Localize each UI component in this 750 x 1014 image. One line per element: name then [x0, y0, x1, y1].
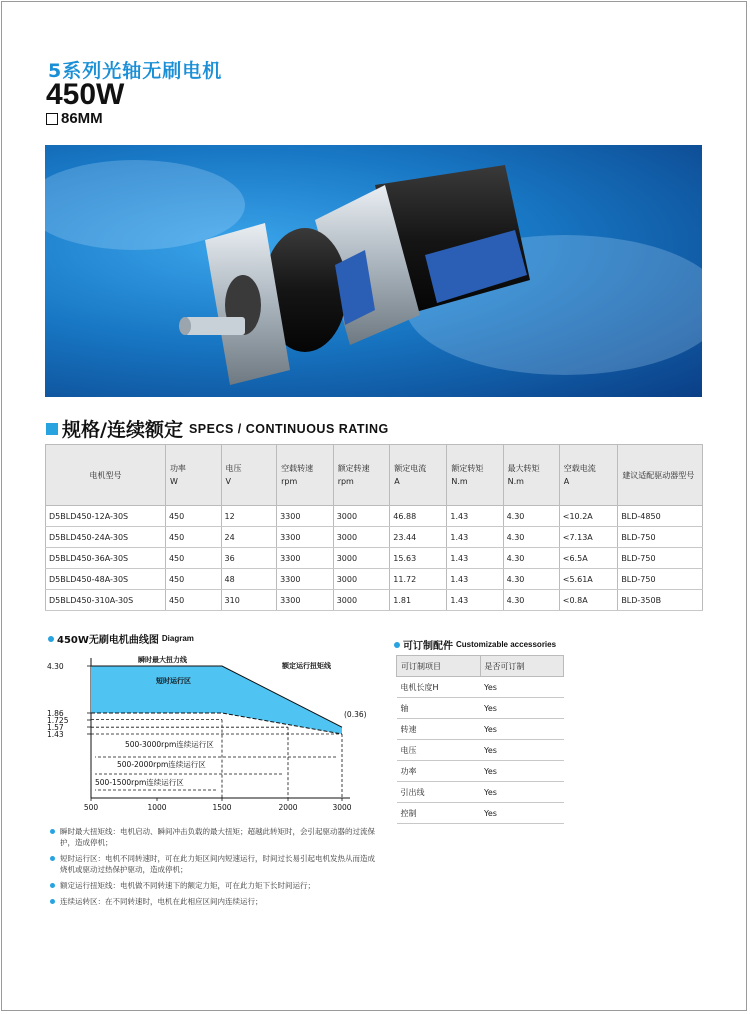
table-cell: BLD-350B — [618, 590, 703, 611]
specs-header-cell — [46, 445, 166, 506]
table-row — [46, 527, 703, 548]
table-cell: 36 — [221, 548, 277, 569]
specs-header-unit: W — [169, 477, 178, 486]
table-cell: Yes — [480, 761, 564, 782]
table-cell: 功率 — [397, 761, 481, 782]
size-label — [46, 110, 103, 127]
table-cell: 3000 — [333, 506, 390, 527]
specs-table — [45, 444, 703, 611]
table-cell: 4.30 — [503, 590, 559, 611]
list-item — [397, 761, 564, 782]
rated-torque-label: 额定运行扭矩线 — [282, 662, 331, 670]
table-cell: 24 — [221, 527, 277, 548]
torque-speed-chart — [0, 640, 390, 820]
table-cell: 电压 — [397, 740, 481, 761]
y-tick-label: 1.86 — [47, 709, 64, 718]
short-zone-label: 短时运行区 — [156, 677, 191, 685]
table-cell: Yes — [480, 677, 564, 698]
curve-title-en: Diagram — [161, 634, 194, 643]
motor-illustration — [45, 145, 702, 397]
y-tick-label: 1.43 — [47, 730, 64, 739]
specs-header-unit: rpm — [281, 477, 298, 486]
table-cell: 3300 — [277, 569, 334, 590]
table-cell: 450 — [165, 548, 221, 569]
specs-header-name: 电压 — [225, 464, 242, 473]
acc-header-item: 可订制项目 — [397, 656, 481, 677]
table-cell: D5BLD450-24A-30S — [46, 527, 166, 548]
table-cell: 轴 — [397, 698, 481, 719]
table-cell: BLD-750 — [618, 527, 703, 548]
specs-title-en: SPECS / CONTINUOUS RATING — [188, 421, 389, 436]
table-row — [46, 506, 703, 527]
zone-3000-label: 500-3000rpm连续运行区 — [125, 740, 214, 749]
short-time-area — [91, 666, 342, 734]
end-value-label: (0.36) — [344, 710, 367, 719]
curve-title-cn: 450W无刷电机曲线图 — [57, 635, 159, 646]
table-cell: 3300 — [277, 548, 334, 569]
series-title: 5系列光轴无刷电机 — [48, 60, 223, 82]
specs-header-name: 空载转速 — [281, 464, 314, 473]
heading-square-icon — [46, 423, 58, 435]
specs-header-cell — [333, 445, 390, 506]
specs-header-unit: N.m — [507, 477, 524, 486]
bullet-dot-icon — [394, 642, 400, 648]
table-cell: 23.44 — [390, 527, 447, 548]
table-cell: 1.81 — [390, 590, 447, 611]
note-text: 瞬时最大扭矩线：电机启动、瞬间冲击负载的最大扭矩；超越此转矩时，会引起驱动器的过流保护，造成停机； — [60, 827, 375, 847]
table-cell: 46.88 — [390, 506, 447, 527]
specs-title-cn: 规格/连续额定 — [62, 419, 183, 441]
table-cell: <10.2A — [559, 506, 618, 527]
table-cell: Yes — [480, 698, 564, 719]
specs-header-cell — [503, 445, 559, 506]
specs-header-unit: V — [225, 477, 231, 486]
table-cell: <5.61A — [559, 569, 618, 590]
table-row — [46, 569, 703, 590]
table-cell: 48 — [221, 569, 277, 590]
table-cell: <0.8A — [559, 590, 618, 611]
specs-header-unit: A — [563, 477, 570, 486]
specs-header-unit: N.m — [451, 477, 468, 486]
list-item — [397, 698, 564, 719]
note-text: 连续运转区：在不同转速时，电机在此相应区间内连续运行； — [60, 897, 263, 906]
table-cell: D5BLD450-48A-30S — [46, 569, 166, 590]
zone-2000-label: 500-2000rpm连续运行区 — [117, 760, 206, 769]
accessories-table — [396, 655, 564, 824]
table-cell: Yes — [480, 782, 564, 803]
note-text: 额定运行扭矩线：电机做不同转速下的额定力矩，可在此力矩下长时间运行； — [60, 881, 315, 890]
table-cell: 4.30 — [503, 506, 559, 527]
product-image — [45, 145, 702, 397]
specs-header-name: 额定转速 — [337, 464, 370, 473]
table-cell: D5BLD450-310A-30S — [46, 590, 166, 611]
notes-list — [50, 826, 380, 912]
specs-header-unit: A — [394, 477, 400, 486]
table-cell: 引出线 — [397, 782, 481, 803]
specs-header-cell — [559, 445, 618, 506]
max-torque-label: 瞬时最大扭力线 — [138, 656, 187, 664]
bullet-dot-icon — [50, 883, 55, 888]
table-cell: 450 — [165, 506, 221, 527]
table-cell: 3000 — [333, 590, 390, 611]
specs-header-cell — [390, 445, 447, 506]
table-cell: 3000 — [333, 548, 390, 569]
specs-header-cell — [447, 445, 503, 506]
table-cell: 3000 — [333, 527, 390, 548]
table-row — [46, 590, 703, 611]
note-text: 短时运行区：电机不同转速时，可在此力矩区间内短速运行，时间过长易引起电机发热从而造成烧机或驱动过热保护驱动，造成停机； — [60, 854, 375, 874]
size-value: 86MM — [61, 110, 103, 127]
accessories-title-cn: 可订制配件 — [403, 641, 453, 652]
table-cell: 450 — [165, 527, 221, 548]
bullet-dot-icon — [50, 856, 55, 861]
table-cell: <6.5A — [559, 548, 618, 569]
note-item — [50, 896, 380, 907]
table-cell: 4.30 — [503, 548, 559, 569]
specs-header-name: 空载电流 — [563, 464, 596, 473]
bullet-dot-icon — [50, 899, 55, 904]
table-cell: 3300 — [277, 506, 334, 527]
specs-header-name: 建议适配驱动器型号 — [622, 470, 695, 480]
specs-header-name: 额定转矩 — [451, 464, 484, 473]
table-cell: 4.30 — [503, 569, 559, 590]
table-cell: BLD-750 — [618, 569, 703, 590]
table-cell: 3300 — [277, 527, 334, 548]
table-cell: 控制 — [397, 803, 481, 824]
table-cell: 4.30 — [503, 527, 559, 548]
specs-header-cell — [277, 445, 334, 506]
specs-header-cell — [165, 445, 221, 506]
table-cell: 450 — [165, 569, 221, 590]
y-tick-label: 1.725 — [47, 716, 69, 725]
table-cell: 转速 — [397, 719, 481, 740]
x-tick-label: 500 — [83, 803, 99, 812]
accessories-title-en: Customizable accessories — [456, 640, 557, 649]
specs-header-name: 功率 — [169, 464, 186, 473]
table-cell: <7.13A — [559, 527, 618, 548]
table-cell: BLD-4850 — [618, 506, 703, 527]
table-cell: 1.43 — [447, 527, 503, 548]
table-cell: BLD-750 — [618, 548, 703, 569]
table-cell: 11.72 — [390, 569, 447, 590]
list-item — [397, 740, 564, 761]
table-cell: 15.63 — [390, 548, 447, 569]
list-item — [397, 782, 564, 803]
list-item — [397, 803, 564, 824]
specs-header-name: 最大转矩 — [507, 464, 540, 473]
table-cell: 12 — [221, 506, 277, 527]
accessories-heading — [394, 637, 556, 652]
table-cell: 450 — [165, 590, 221, 611]
note-item — [50, 880, 380, 891]
table-cell: 1.43 — [447, 590, 503, 611]
specs-header-cell — [618, 445, 703, 506]
x-tick-label: 1000 — [147, 803, 167, 812]
bullet-dot-icon — [50, 829, 55, 834]
specs-header-cell — [221, 445, 277, 506]
power-title: 450W — [46, 78, 125, 111]
specs-header-name: 电机型号 — [89, 470, 122, 480]
y-tick-label: 4.30 — [47, 662, 64, 671]
x-tick-label: 3000 — [332, 803, 352, 812]
x-tick-label: 1500 — [212, 803, 232, 812]
specs-header-name: 额定电流 — [394, 464, 427, 473]
table-row — [46, 548, 703, 569]
table-cell: 3000 — [333, 569, 390, 590]
specs-header-unit: rpm — [337, 477, 354, 486]
table-cell: 1.43 — [447, 506, 503, 527]
table-cell: Yes — [480, 719, 564, 740]
table-cell: 3300 — [277, 590, 334, 611]
zone-1500-label: 500-1500rpm连续运行区 — [95, 778, 184, 787]
table-cell: D5BLD450-12A-30S — [46, 506, 166, 527]
table-cell: Yes — [480, 803, 564, 824]
specs-heading — [46, 415, 389, 442]
y-tick-label: 1.57 — [47, 723, 64, 732]
table-cell: 电机长度H — [397, 677, 481, 698]
acc-header-custom: 是否可订制 — [480, 656, 564, 677]
table-cell: Yes — [480, 740, 564, 761]
list-item — [397, 677, 564, 698]
note-item — [50, 853, 380, 875]
x-tick-label: 2000 — [278, 803, 298, 812]
square-icon — [46, 113, 58, 125]
table-cell: 310 — [221, 590, 277, 611]
table-cell: 1.43 — [447, 548, 503, 569]
table-cell: 1.43 — [447, 569, 503, 590]
list-item — [397, 719, 564, 740]
table-cell: D5BLD450-36A-30S — [46, 548, 166, 569]
note-item — [50, 826, 380, 848]
